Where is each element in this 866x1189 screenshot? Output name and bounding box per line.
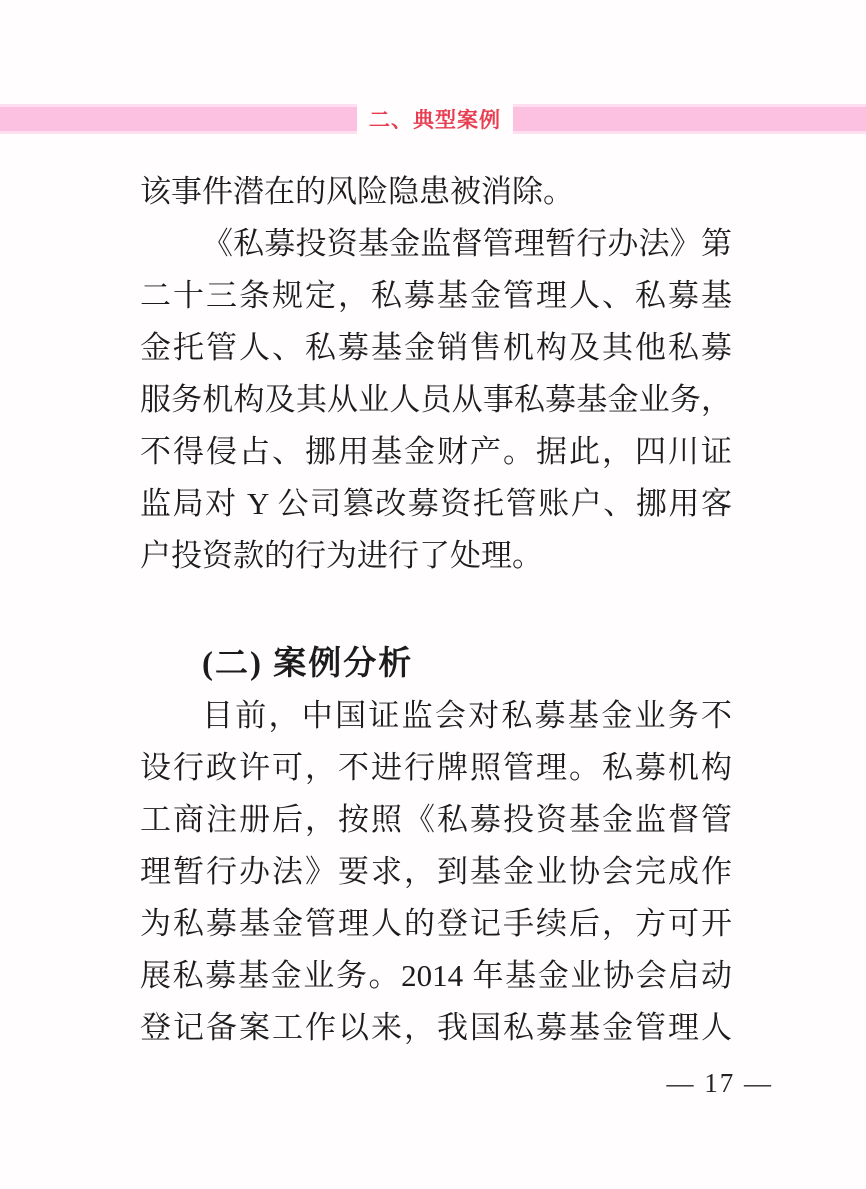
text-line: 目前，中国证监会对私募基金业务不 — [202, 698, 732, 733]
text-line: 服务机构及其从业人员从事私募基金业务， — [140, 382, 732, 417]
text-line: 二十三条规定，私募基金管理人、私募基 — [140, 278, 732, 313]
text-line: 登记备案工作以来，我国私募基金管理人 — [140, 1010, 732, 1045]
text-line: 《私募投资基金监督管理暂行办法》第 — [202, 226, 732, 261]
text-line: 户投资款的行为进行了处理。 — [140, 538, 543, 573]
text-line: 设行政许可，不进行牌照管理。私募机构 — [140, 750, 732, 785]
header-bar-left-segment — [0, 104, 357, 134]
text-column — [140, 166, 732, 1054]
section-header-bar — [0, 104, 866, 134]
text-line: 监局对 Y 公司篡改募资托管账户、挪用客 — [140, 486, 732, 521]
section-heading: (二) 案例分析 — [202, 646, 414, 682]
section-title: 二、典型案例 — [369, 109, 501, 132]
paragraph-regulation — [140, 166, 732, 582]
text-line: 工商注册后，按照《私募投资基金监督管 — [140, 802, 732, 837]
text-line: 为私募基金管理人的登记手续后，方可开 — [140, 906, 732, 941]
paragraph-case-analysis — [140, 690, 732, 1054]
text-line: 金托管人、私募基金销售机构及其他私募 — [140, 330, 732, 365]
page-number: — 17 — — [666, 1068, 773, 1098]
text-line: 该事件潜在的风险隐患被消除。 — [140, 174, 574, 209]
text-line: 展私募基金业务。2014 年基金业协会启动 — [140, 958, 732, 993]
header-bar-right-segment — [513, 104, 866, 134]
text-line: 不得侵占、挪用基金财产。据此，四川证 — [140, 434, 732, 469]
section-label-box — [357, 104, 513, 134]
text-line: 理暂行办法》要求，到基金业协会完成作 — [140, 854, 732, 889]
